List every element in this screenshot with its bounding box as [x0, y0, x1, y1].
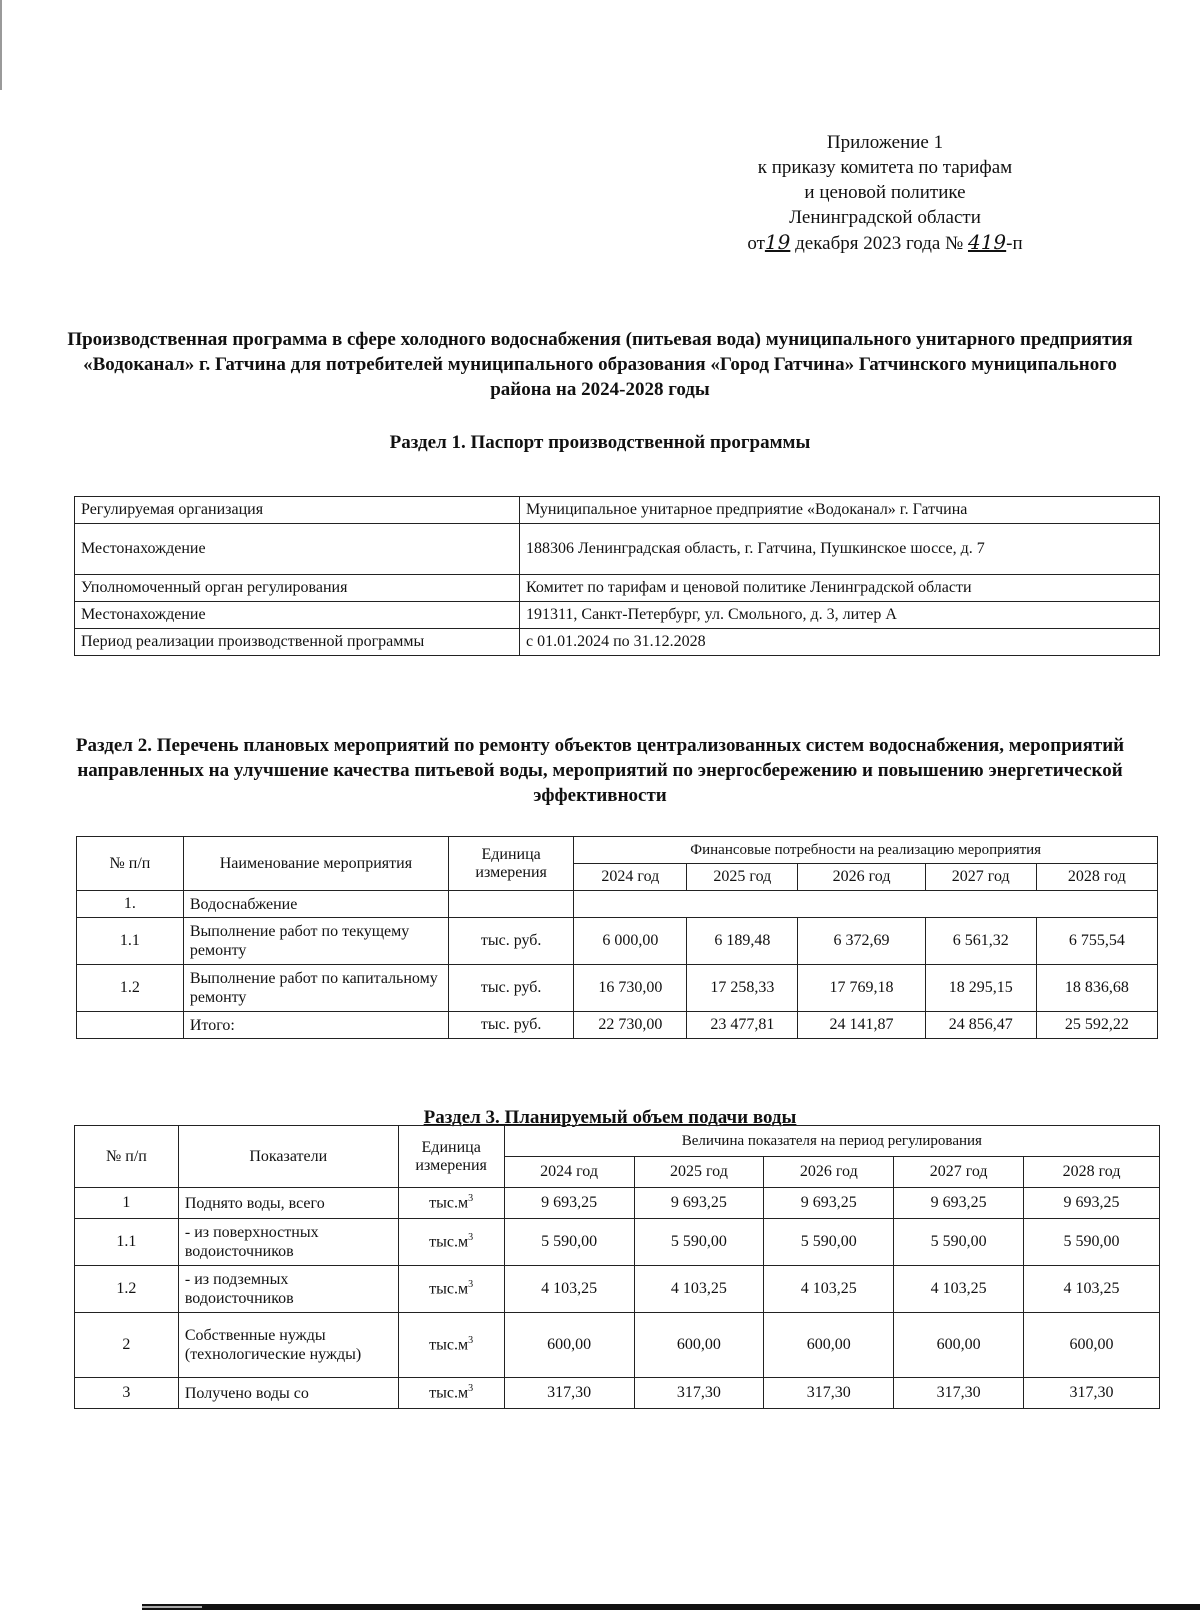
row-value: 9 693,25: [894, 1188, 1024, 1219]
header-year: 2024 год: [574, 864, 687, 891]
passport-row: [75, 629, 1160, 656]
row-name: Выполнение работ по капитальному ремонту: [183, 965, 448, 1012]
row-value: 600,00: [504, 1313, 634, 1378]
header-year: 2026 год: [798, 864, 925, 891]
row-value: 317,30: [1024, 1378, 1160, 1409]
header-financial-needs: Финансовые потребности на реализацию мероприятия: [574, 837, 1158, 864]
header-num: № п/п: [75, 1126, 179, 1188]
approval-line-2: к приказу комитета по тарифам: [757, 157, 1013, 178]
row-value: 5 590,00: [894, 1219, 1024, 1266]
row-value: 5 590,00: [504, 1219, 634, 1266]
handwritten-order-number: 419: [967, 230, 1007, 254]
row-value: 17 258,33: [687, 965, 798, 1012]
header-row: [77, 837, 1158, 864]
approval-line-3: и ценовой политике: [804, 182, 966, 203]
table-row: [77, 918, 1158, 965]
row-value: 4 103,25: [634, 1266, 764, 1313]
header-year: 2028 год: [1024, 1157, 1160, 1188]
row-name: - из подземных водоисточников: [178, 1266, 398, 1313]
section-2-title: Раздел 2. Перечень плановых мероприятий по ремонту объектов централизованных систем водоснабжения, мероприятий направленных на улучшение качества питьевой воды, мероприятий по энергосбережению и повышению энергетической эффективности: [75, 735, 1125, 806]
date-prefix: от: [747, 233, 765, 254]
row-num: 1.2: [75, 1266, 179, 1313]
row-name: Собственные нужды (технологические нужды): [178, 1313, 398, 1378]
row-num: [77, 1012, 184, 1039]
row-num: 1.1: [75, 1219, 179, 1266]
row-value: 23 477,81: [687, 1012, 798, 1039]
row-name: - из поверхностных водоисточников: [178, 1219, 398, 1266]
row-value: 4 103,25: [1024, 1266, 1160, 1313]
table-row: [75, 1219, 1160, 1266]
header-indicators: Показатели: [178, 1126, 398, 1188]
passport-key: Уполномоченный орган регулирования: [75, 575, 520, 602]
passport-row: [75, 497, 1160, 524]
approval-line-1: Приложение 1: [826, 132, 944, 153]
row-value: 5 590,00: [1024, 1219, 1160, 1266]
table-row: [75, 1188, 1160, 1219]
header-name: Наименование мероприятия: [183, 837, 448, 891]
row-num: 2: [75, 1313, 179, 1378]
row-value: 5 590,00: [634, 1219, 764, 1266]
passport-row: [75, 524, 1160, 575]
row-value: 6 755,54: [1036, 918, 1157, 965]
water-supply-volume-table: [74, 1125, 1160, 1409]
row-name: Водоснабжение: [183, 891, 448, 918]
passport-key: Местонахождение: [75, 602, 520, 629]
row-name: Выполнение работ по текущему ремонту: [183, 918, 448, 965]
table-row: [77, 891, 1158, 918]
row-value: 16 730,00: [574, 965, 687, 1012]
header-year: 2025 год: [687, 864, 798, 891]
passport-key: Регулируемая организация: [75, 497, 520, 524]
document-title: Производственная программа в сфере холодного водоснабжения (питьевая вода) муниципального унитарного предприятия «Водоканал» г. Гатчина для потребителей муниципального образования «Город Гатчина» Гатчинского муниципального района на 2024-2028 годы: [67, 329, 1133, 400]
approval-stamp: [710, 130, 1060, 256]
passport-key: Период реализации производственной программы: [75, 629, 520, 656]
row-value: 22 730,00: [574, 1012, 687, 1039]
header-unit: Единица измерения: [398, 1126, 504, 1188]
header-year: 2024 год: [504, 1157, 634, 1188]
header-year: 2028 год: [1036, 864, 1157, 891]
passport-key: Местонахождение: [75, 524, 520, 575]
total-row: [77, 1012, 1158, 1039]
passport-value: Комитет по тарифам и ценовой политике Ленинградской области: [520, 575, 1160, 602]
passport-value: 188306 Ленинградская область, г. Гатчина, Пушкинское шоссе, д. 7: [520, 524, 1160, 575]
row-unit: $тыс.м^3$: [398, 1219, 504, 1266]
row-unit: тыс. руб.: [448, 1012, 573, 1039]
header-indicator-value: Величина показателя на период регулирования: [504, 1126, 1159, 1157]
row-value: 5 590,00: [764, 1219, 894, 1266]
row-num: 3: [75, 1378, 179, 1409]
passport-table: [74, 496, 1160, 656]
row-unit: $тыс.м^3$: [398, 1266, 504, 1313]
row-num: 1: [75, 1188, 179, 1219]
scan-edge-bottom: [142, 1604, 1200, 1610]
row-unit: $тыс.м^3$: [398, 1188, 504, 1219]
row-unit: $тыс.м^3$: [398, 1378, 504, 1409]
row-unit: тыс. руб.: [448, 918, 573, 965]
row-value: 18 295,15: [925, 965, 1036, 1012]
row-value: 4 103,25: [504, 1266, 634, 1313]
header-year: 2026 год: [764, 1157, 894, 1188]
row-value: 6 561,32: [925, 918, 1036, 965]
header-num: № п/п: [77, 837, 184, 891]
row-num: 1.2: [77, 965, 184, 1012]
row-num: 1.: [77, 891, 184, 918]
passport-row: [75, 602, 1160, 629]
row-value: 600,00: [764, 1313, 894, 1378]
row-value: 18 836,68: [1036, 965, 1157, 1012]
row-value: 6 372,69: [798, 918, 925, 965]
planned-activities-table: [76, 836, 1158, 1039]
row-name: Получено воды со: [178, 1378, 398, 1409]
row-value: 6 000,00: [574, 918, 687, 965]
row-value: 9 693,25: [1024, 1188, 1160, 1219]
passport-value: 191311, Санкт-Петербург, ул. Смольного, д. 3, литер А: [520, 602, 1160, 629]
approval-date-line: [710, 230, 1060, 256]
row-unit: [448, 891, 573, 918]
row-value: 9 693,25: [634, 1188, 764, 1219]
header-year: 2025 год: [634, 1157, 764, 1188]
row-value: 317,30: [634, 1378, 764, 1409]
section-1-title: Раздел 1. Паспорт производственной программы: [389, 432, 811, 453]
row-value: 4 103,25: [764, 1266, 894, 1313]
table-row: [75, 1313, 1160, 1378]
header-year: 2027 год: [894, 1157, 1024, 1188]
row-value: 9 693,25: [504, 1188, 634, 1219]
row-num: 1.1: [77, 918, 184, 965]
row-value: 317,30: [764, 1378, 894, 1409]
approval-line-4: Ленинградской области: [789, 207, 981, 228]
row-value: 317,30: [504, 1378, 634, 1409]
passport-value: Муниципальное унитарное предприятие «Водоканал» г. Гатчина: [520, 497, 1160, 524]
table-row: [75, 1266, 1160, 1313]
row-value: 600,00: [1024, 1313, 1160, 1378]
row-value: 6 189,48: [687, 918, 798, 965]
header-row: [75, 1126, 1160, 1157]
row-name: Поднято воды, всего: [178, 1188, 398, 1219]
row-value: 25 592,22: [1036, 1012, 1157, 1039]
scan-edge-left: [0, 0, 2, 90]
row-name: Итого:: [183, 1012, 448, 1039]
row-value: 600,00: [634, 1313, 764, 1378]
row-unit: тыс. руб.: [448, 965, 573, 1012]
order-suffix: -п: [1006, 233, 1023, 254]
handwritten-day: 19: [764, 230, 791, 254]
row-value: 600,00: [894, 1313, 1024, 1378]
table-row: [75, 1378, 1160, 1409]
row-value: 24 856,47: [925, 1012, 1036, 1039]
row-value: 317,30: [894, 1378, 1024, 1409]
row-empty-values: [574, 891, 1158, 918]
row-unit: $тыс.м^3$: [398, 1313, 504, 1378]
row-value: 4 103,25: [894, 1266, 1024, 1313]
header-year: 2027 год: [925, 864, 1036, 891]
table-row: [77, 965, 1158, 1012]
passport-row: [75, 575, 1160, 602]
date-rest: декабря 2023 года №: [790, 233, 968, 254]
header-unit: Единица измерения: [448, 837, 573, 891]
section-3-title: Раздел 3. Планируемый объем подачи воды: [423, 1107, 797, 1128]
passport-value: с 01.01.2024 по 31.12.2028: [520, 629, 1160, 656]
row-value: 24 141,87: [798, 1012, 925, 1039]
row-value: 9 693,25: [764, 1188, 894, 1219]
row-value: 17 769,18: [798, 965, 925, 1012]
